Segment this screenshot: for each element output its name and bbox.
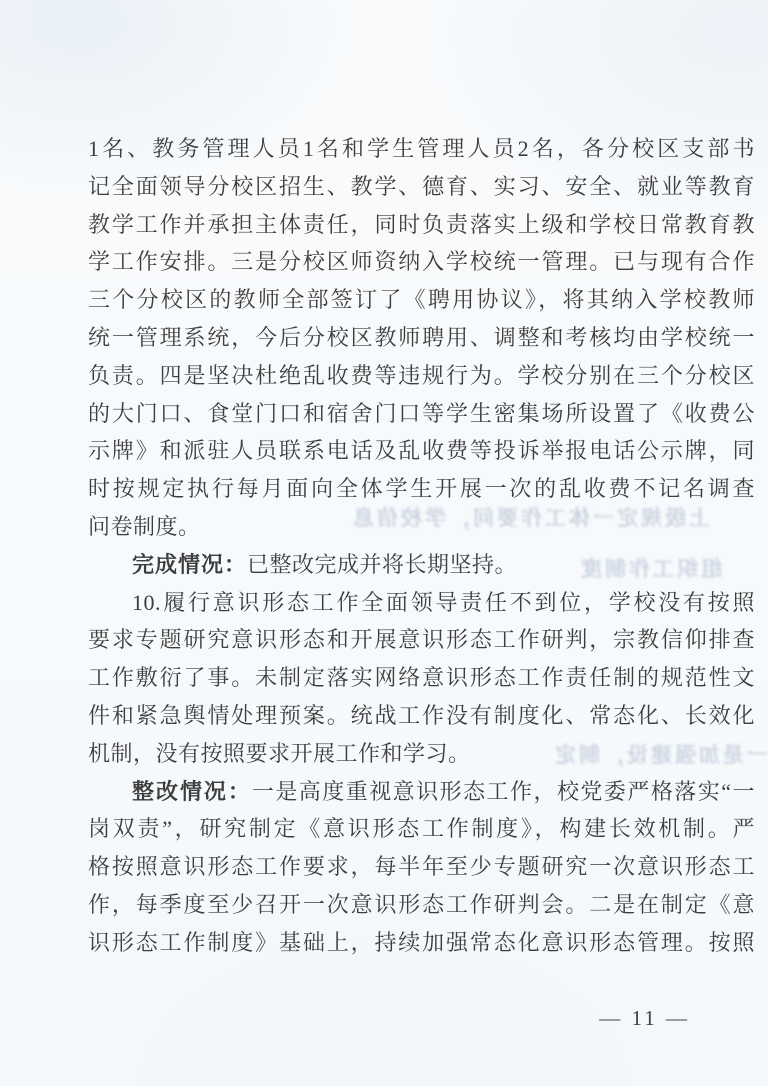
line-text: 一是高度重视意识形态工作，校党委严格落实“一 (251, 778, 755, 804)
bleedthrough-artifact: 组织工作制度 (578, 557, 722, 581)
line-text: 三个分校区的教师全部签订了《聘用协议》，将其纳入学校教师 (88, 287, 755, 313)
line-text: 学工作安排。三是分校区师资纳入学校统一管理。已与现有合作 (88, 249, 755, 275)
line-text: 示牌》和派驻人员联系电话及乱收费等投诉举报电话公示牌，同 (88, 438, 755, 464)
line-text: 识形态工作制度》基础上，持续加强常态化意识形态管理。按照 (88, 929, 755, 955)
body-line (88, 886, 755, 924)
completion-status-label: 完成情况： (132, 551, 248, 577)
body-line (88, 281, 755, 319)
body-line (88, 848, 755, 886)
body-line (88, 659, 755, 697)
line-text: 教学工作并承担主体责任，同时负责落实上级和学校日常教育教 (88, 211, 755, 237)
line-text: 的大门口、食堂门口和宿舍门口等学生密集场所设置了《收费公 (88, 400, 755, 426)
body-line (88, 206, 755, 244)
line-text: 统一管理系统，今后分校区教师聘用、调整和考核均由学校统一 (88, 324, 755, 350)
bleedthrough-artifact: 上级规定一体工作要问，学校信息 (350, 506, 710, 530)
body-line (88, 697, 755, 735)
body-line-completion-status (88, 546, 755, 584)
body-line (88, 924, 755, 962)
body-line-rectification-status (88, 773, 755, 811)
line-text: 要求专题研究意识形态和开展意识形态工作研判，宗教信仰排查 (88, 627, 755, 653)
body-line (88, 319, 755, 357)
line-text: 岗双责”，研究制定《意识形态工作制度》，构建长效机制。严 (88, 816, 755, 842)
body-line (88, 395, 755, 433)
line-text: 机制，没有按照要求开展工作和学习。 (88, 740, 471, 766)
line-text: 负责。四是坚决杜绝乱收费等违规行为。学校分别在三个分校区 (88, 362, 755, 388)
document-body (88, 130, 755, 962)
body-line (88, 810, 755, 848)
line-text: 1名、教务管理人员1名和学生管理人员2名，各分校区支部书 (88, 136, 755, 161)
line-text: 件和紧急舆情处理预案。统战工作没有制度化、常态化、长效化 (88, 702, 755, 728)
body-line (88, 470, 755, 508)
line-text: 作，每季度至少召开一次意识形态工作研判会。二是在制定《意 (88, 891, 755, 917)
bleedthrough-artifact: 一是加强建设，制定 (552, 743, 768, 767)
body-line (88, 243, 755, 281)
line-text: 已整改完成并将长期坚持。 (247, 551, 518, 577)
line-text: 问卷制度。 (88, 513, 201, 539)
page-number: — 11 — (599, 1006, 690, 1030)
rectification-status-label: 整改情况： (132, 778, 252, 804)
body-line (88, 130, 755, 168)
line-text: 记全面领导分校区招生、教学、德育、实习、安全、就业等教育 (88, 173, 755, 199)
line-text: 格按照意识形态工作要求，每半年至少专题研究一次意识形态工 (88, 854, 755, 880)
body-line (88, 508, 755, 546)
body-line (88, 168, 755, 206)
body-line (88, 621, 755, 659)
body-line (88, 357, 755, 395)
line-text: 工作敷衍了事。未制定落实网络意识形态工作责任制的规范性文 (88, 665, 755, 691)
line-text: 时按规定执行每月面向全体学生开展一次的乱收费不记名调查 (88, 476, 755, 502)
body-line-item-10 (88, 584, 755, 622)
body-line (88, 735, 755, 773)
line-text: 10.履行意识形态工作全面领导责任不到位，学校没有按照 (132, 589, 755, 615)
body-line (88, 432, 755, 470)
